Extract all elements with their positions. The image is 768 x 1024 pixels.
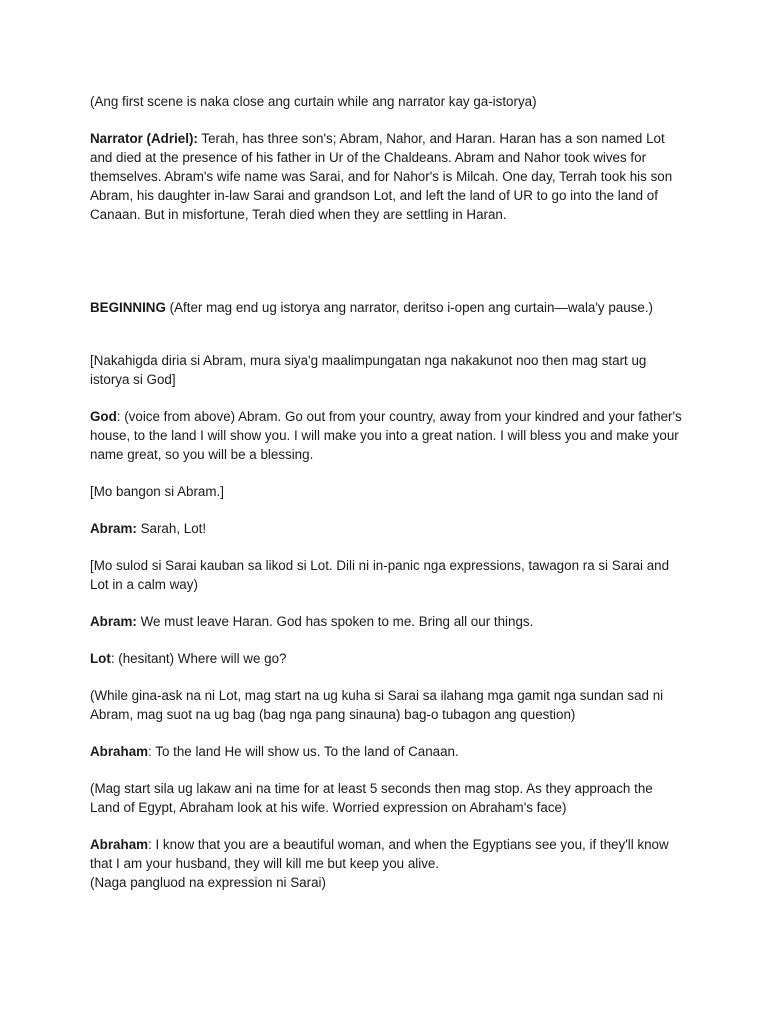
stage-direction-3: [Mo sulod si Sarai kauban sa likod si Lot. Dili ni in-panic nga expressions, tawagon ra si Sarai and Lot in a calm way) <box>90 558 670 592</box>
beginning-section <box>90 298 686 317</box>
god-speaker: God <box>90 409 117 424</box>
god-text: : (voice from above) Abram. Go out from your country, away from your kindred and your father's house, to the land I will show you. I will make you into a great nation. I will bless you and make your name great, so you will be a blessing. <box>90 409 682 462</box>
abram-line-1 <box>90 519 686 538</box>
narrator-speaker: Narrator (Adriel): <box>90 131 198 146</box>
lot-speaker: Lot <box>90 651 111 666</box>
abram-speaker-2: Abram: <box>90 614 137 629</box>
abraham-line-2 <box>90 835 686 873</box>
abraham-speaker-1: Abraham <box>90 744 149 759</box>
abraham-text-1: : To the land He will show us. To the land of Canaan. <box>148 744 459 759</box>
intro-stage-note: (Ang first scene is naka close ang curtain while ang narrator kay ga-istorya) <box>90 94 537 109</box>
abram-text-2: We must leave Haran. God has spoken to me. Bring all our things. <box>136 614 534 629</box>
lot-text: : (hesitant) Where will we go? <box>110 651 287 666</box>
narrator-text: Terah, has three son's; Abram, Nahor, and Haran. Haran has a son named Lot and died at the presence of his father in Ur of the Chaldeans. Abram and Nahor took wives for themselves. Abram's wife name was Sarai, and for Nahor's is Milcah. One day, Terrah took his son Abram, his daughter in-law Sarai and grandson Lot, and left the land of UR to go into the land of Canaan. But in misfortune, Terah died when they are settling in Haran. <box>90 131 673 222</box>
narrator-paragraph <box>90 129 686 224</box>
abram-line-2 <box>90 612 686 631</box>
script-page <box>90 92 686 892</box>
abraham-speaker-2: Abraham <box>90 837 149 852</box>
lot-line <box>90 649 686 668</box>
abraham-line-1 <box>90 742 686 761</box>
stage-direction-1: [Nakahigda diria si Abram, mura siya'g maalimpungatan nga nakakunot noo then mag start ug istorya si God] <box>90 353 647 387</box>
beginning-note: (After mag end ug istorya ang narrator, deritso i-open ang curtain—wala'y pause.) <box>165 300 654 315</box>
stage-direction-4: (While gina-ask na ni Lot, mag start na ug kuha si Sarai sa ilahang mga gamit nga sundan sad ni Abram, mag suot na ug bag (bag nga pang sinauna) bag-o tubagon ang question) <box>90 688 664 722</box>
stage-direction-5: (Mag start sila ug lakaw ani na time for at least 5 seconds then mag stop. As they approach the Land of Egypt, Abraham look at his wife. Worried expression on Abraham's face) <box>90 781 653 815</box>
abram-speaker-1: Abram: <box>90 521 137 536</box>
abraham-text-2: : I know that you are a beautiful woman, and when the Egyptians see you, if they'll know that I am your husband, they will kill me but keep you alive. <box>90 837 669 871</box>
abram-text-1: Sarah, Lot! <box>136 521 207 536</box>
god-line <box>90 407 686 464</box>
stage-direction-2: [Mo bangon si Abram.] <box>90 484 224 499</box>
stage-direction-6: (Naga pangluod na expression ni Sarai) <box>90 875 326 890</box>
beginning-heading: BEGINNING <box>90 300 166 315</box>
